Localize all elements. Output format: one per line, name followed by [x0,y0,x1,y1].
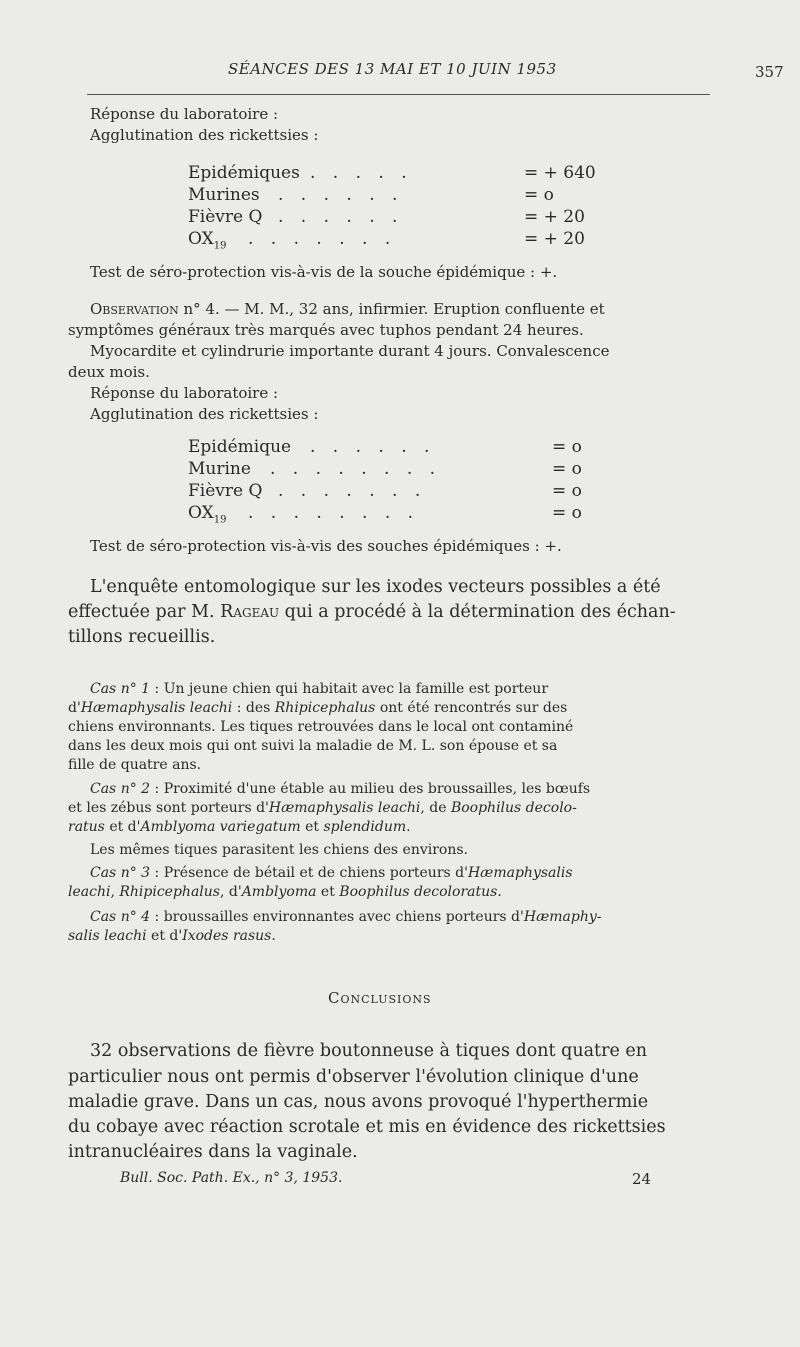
species: salis leachi [68,928,147,944]
agg-value: = + 640 [524,163,596,183]
conclusions-line-5: intranucléaires dans la vaginale. [68,1142,358,1162]
agg-dots: . . . . . . [278,185,404,205]
case-1-line-2 [68,699,567,718]
agg-dots: . . . . . . . . [248,503,420,523]
page-number: 357 [755,63,784,81]
agg-name: Epidémiques [188,163,300,183]
case-text: , de [420,800,451,816]
agg-name: Fièvre Q [188,207,263,227]
case-1-line-3: chiens environnants. Les tiques retrouvées dans le local ont contaminé [68,719,574,735]
agg-name: Murine [188,459,251,479]
conclusions-line-4: du cobaye avec réaction scrotale et mis en évidence des rickettsies [68,1117,666,1137]
case-text: : Un jeune chien qui habitait avec la famille est porteur [150,681,549,697]
case-text: . [271,928,276,944]
observation-text: n° 4. — M. M., 32 ans, infirmier. Eruption confluente et [178,300,605,318]
case-text: et les zébus sont porteurs d' [68,800,269,816]
enquete-line-3: tillons recueillis. [68,627,216,647]
agg-dots: . . . . . . . [248,229,397,249]
conclusions-line-3: maladie grave. Dans un cas, nous avons provoqué l'hyperthermie [68,1092,649,1112]
species: Amblyoma [241,884,317,900]
case-text: , [110,884,120,900]
case-text: : broussailles environnantes avec chiens porteurs d' [150,909,524,925]
agg-name: Fièvre Q [188,481,263,501]
header-rule [87,94,710,95]
agglutination-2: Agglutination des rickettsies : [90,405,319,423]
observation-line-3: Myocardite et cylindrurie importante durant 4 jours. Convalescence [90,342,610,360]
case-text: ont été rencontrés sur des [375,700,568,716]
case-text: : Présence de bétail et de chiens porteurs d' [150,865,468,881]
case-2-line-4: Les mêmes tiques parasitent les chiens des environs. [90,842,468,858]
case-text: et [316,884,340,900]
signature-number: 24 [632,1170,652,1188]
agg-value: = o [524,185,554,205]
case-2-line-3 [68,818,411,837]
agg-name-sub: 19 [213,514,227,526]
agg-name: Epidémique [188,437,292,457]
author-name: Rageau [220,602,280,622]
agg-value: = o [552,503,582,523]
sero-test-1: Test de séro-protection vis-à-vis de la souche épidémique : +. [90,263,558,281]
agg-dots: . . . . . [310,163,413,183]
case-2-line-1 [90,780,590,799]
species: Hæmaphysalis leachi [80,700,233,716]
species: ratus [68,819,105,835]
agg-name [188,229,226,251]
case-text: : des [232,700,275,716]
conclusions-line-1: 32 observations de fièvre boutonneuse à tiques dont quatre en [90,1041,647,1061]
agg-name [188,503,226,525]
conclusions-line-2: particulier nous ont permis d'observer l'évolution clinique d'une [68,1067,639,1087]
agg-value: = + 20 [524,207,585,227]
observation-line-4: deux mois. [68,363,150,381]
agg-value: = + 20 [524,229,585,249]
species: Amblyoma variegatum [140,819,301,835]
species: Hæmaphysalis [467,865,573,881]
agg-name-text: OX [188,503,214,523]
observation-line-2: symptômes généraux très marqués avec tuphos pendant 24 heures. [68,321,584,339]
species: Hæmaphysalis leachi [268,800,421,816]
case-text: et d' [146,928,183,944]
case-label: Cas n° 1 [90,681,151,697]
agg-dots: . . . . . . . . [270,459,442,479]
agg-dots: . . . . . . [310,437,436,457]
case-text: et d' [104,819,141,835]
case-1-line-1 [90,680,548,699]
agg-value: = o [552,481,582,501]
species: Hæmaphy- [523,909,602,925]
case-4-line-2 [68,927,276,946]
case-1-line-5: fille de quatre ans. [68,757,202,773]
case-label: Cas n° 3 [90,865,151,881]
case-3-line-2 [68,883,502,902]
footer-citation: Bull. Soc. Path. Ex., n° 3, 1953. [120,1170,343,1186]
enquete-text: effectuée par M. [68,602,221,622]
species: Rhipicephalus [119,884,220,900]
case-4-line-1 [90,908,601,927]
lab-response-2: Réponse du laboratoire : [90,384,279,402]
case-text: . [406,819,411,835]
species: Rhipicephalus [274,700,376,716]
case-text: : Proximité d'une étable au milieu des broussailles, les bœufs [150,781,591,797]
case-label: Cas n° 2 [90,781,151,797]
running-header: SÉANCES DES 13 MAI ET 10 JUIN 1953 [228,60,557,78]
agg-dots: . . . . . . [278,207,404,227]
agg-name: Murines [188,185,260,205]
sero-test-2: Test de séro-protection vis-à-vis des souches épidémiques : +. [90,537,562,555]
agg-value: = o [552,459,582,479]
agg-dots: . . . . . . . [278,481,427,501]
case-text: et [300,819,324,835]
enquete-line-1: L'enquête entomologique sur les ixodes vecteurs possibles a été [90,577,661,597]
species: Ixodes rasus [182,928,272,944]
species: Boophilus decolo- [450,800,577,816]
case-text: , d' [219,884,242,900]
observation-label: Observation [90,300,179,318]
agg-name-text: OX [188,229,214,249]
species: leachi [68,884,111,900]
agg-value: = o [552,437,582,457]
case-label: Cas n° 4 [90,909,151,925]
case-text: . [497,884,502,900]
species: Boophilus decoloratus [339,884,498,900]
case-3-line-1 [90,864,573,883]
species: splendidum [323,819,407,835]
enquete-line-2 [68,601,676,624]
case-2-line-2 [68,799,577,818]
agglutination-1: Agglutination des rickettsies : [90,126,319,144]
enquete-text: qui a procédé à la détermination des échan- [279,602,676,622]
conclusions-heading: Conclusions [328,989,432,1007]
case-1-line-4: dans les deux mois qui ont suivi la maladie de M. L. son épouse et sa [68,738,558,754]
observation-line-1 [90,299,605,320]
case-text: d' [68,700,81,716]
lab-response-1: Réponse du laboratoire : [90,105,279,123]
agg-name-sub: 19 [213,240,227,252]
